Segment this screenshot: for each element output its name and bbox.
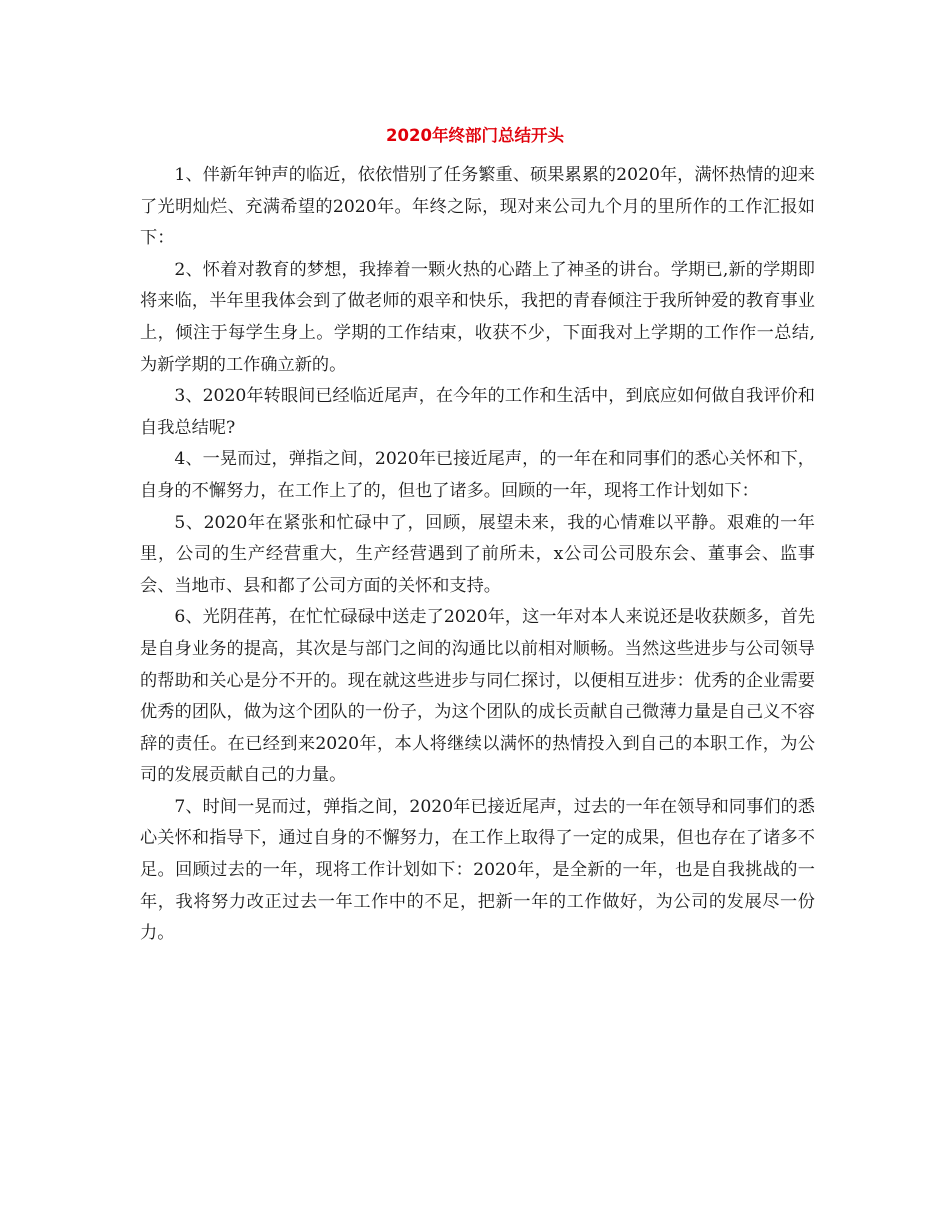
paragraph-6: 6、光阴荏苒，在忙忙碌碌中送走了2020年，这一年对本人来说还是收获颇多，首先是自身业务的提高，其次是与部门之间的沟通比以前相对顺畅。当然这些进步与公司领导的帮助和关心是分不开的。现在就这些进步与同仁探讨，以便相互进步：优秀的企业需要优秀的团队，做为这个团队的一份子，为这个团队的成长贡献自己微薄力量是自己义不容辞的责任。在已经到来2020年，本人将继续以满怀的热情投入到自己的本职工作，为公司的发展贡献自己的力量。: [140, 607, 815, 786]
document-title: 2020年终部门总结开头: [386, 126, 564, 145]
paragraph-4: 4、一晃而过，弹指之间，2020年已接近尾声，的一年在和同事们的悉心关怀和下，自身的不懈努力，在工作上了的，但也了诸多。回顾的一年，现将工作计划如下：: [140, 449, 815, 501]
paragraph-2: 2、怀着对教育的梦想，我捧着一颗火热的心踏上了神圣的讲台。学期已,新的学期即将来临，半年里我体会到了做老师的艰辛和快乐，我把的青春倾注于我所钟爱的教育事业上，倾注于每学生身上。学期的工作结束，收获不少，下面我对上学期的工作作一总结,为新学期的工作确立新的。: [140, 259, 815, 375]
document-body: [140, 160, 815, 950]
paragraph-3: 3、2020年转眼间已经临近尾声，在今年的工作和生活中，到底应如何做自我评价和自我总结呢?: [140, 386, 815, 438]
paragraph-5: 5、2020年在紧张和忙碌中了，回顾，展望未来，我的心情难以平静。艰难的一年里，公司的生产经营重大，生产经营遇到了前所未，x公司公司股东会、董事会、监事会、当地市、县和都了公司方面的关怀和支持。: [140, 512, 815, 596]
paragraph-7: 7、时间一晃而过，弹指之间，2020年已接近尾声，过去的一年在领导和同事们的悉心关怀和指导下，通过自身的不懈努力，在工作上取得了一定的成果，但也存在了诸多不足。回顾过去的一年，现将工作计划如下：2020年，是全新的一年，也是自我挑战的一年，我将努力改正过去一年工作中的不足，把新一年的工作做好，为公司的发展尽一份力。: [140, 796, 815, 944]
paragraph-1: 1、伴新年钟声的临近，依依惜别了任务繁重、硕果累累的2020年，满怀热情的迎来了光明灿烂、充满希望的2020年。年终之际，现对来公司九个月的里所作的工作汇报如下：: [140, 165, 815, 249]
